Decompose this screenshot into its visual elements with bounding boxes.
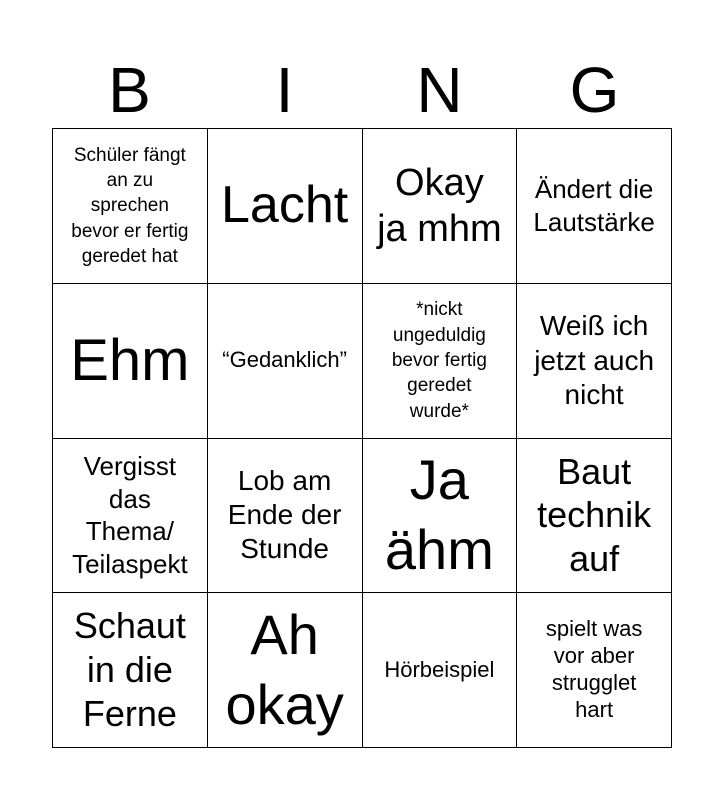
bingo-cell[interactable] — [208, 129, 363, 284]
bingo-cell-text: Weiß ich jetzt auch nicht — [534, 310, 655, 410]
bingo-cell[interactable] — [208, 439, 363, 594]
bingo-cell-text: Hörbeispiel — [384, 656, 495, 682]
bingo-cell-text: Ah okay — [225, 603, 344, 737]
bingo-card-grid — [52, 128, 672, 748]
bingo-cell[interactable] — [363, 284, 518, 439]
bingo-cell[interactable] — [517, 593, 672, 748]
bingo-cell[interactable] — [53, 129, 208, 284]
bingo-cell-text: Ehm — [70, 327, 190, 393]
bingo-cell[interactable] — [363, 129, 518, 284]
bingo-cell[interactable] — [363, 439, 518, 594]
header-letter-b: B — [108, 54, 151, 126]
bingo-cell-text: Ändert die Lautstärke — [533, 174, 655, 237]
bingo-cell-text: Schüler fängt an zu sprechen bevor er fertig geredet hat — [71, 144, 189, 267]
bingo-cell-text: Lacht — [221, 176, 349, 235]
bingo-cell[interactable] — [517, 284, 672, 439]
bingo-cell-text: *nickt ungeduldig bevor fertig geredet wurde* — [391, 299, 487, 422]
bingo-cell-text: Baut technik auf — [537, 450, 652, 580]
bingo-cell-text: “Gedanklich” — [222, 347, 347, 373]
bingo-cell[interactable] — [363, 593, 518, 748]
bingo-cell[interactable] — [208, 593, 363, 748]
bingo-cell-text: Lob am Ende der Stunde — [227, 465, 342, 565]
bingo-cell[interactable] — [53, 593, 208, 748]
bingo-cell[interactable] — [208, 284, 363, 439]
bingo-cell-text: Schaut in die Ferne — [73, 605, 186, 735]
bingo-cell-text: Vergisst das Thema/ Teilaspekt — [72, 451, 188, 579]
bingo-cell-text: Okay ja mhm — [377, 161, 502, 250]
header-letter-i: I — [275, 54, 294, 126]
header-letter-g: G — [569, 54, 620, 126]
bingo-cell[interactable] — [53, 439, 208, 594]
bingo-header — [52, 52, 672, 128]
bingo-cell-text: Ja ähm — [384, 448, 494, 582]
bingo-cell-text: spielt was vor aber strugglet hart — [545, 616, 643, 722]
bingo-cell[interactable] — [517, 439, 672, 594]
bingo-cell[interactable] — [517, 129, 672, 284]
bingo-cell[interactable] — [53, 284, 208, 439]
header-letter-n: N — [416, 54, 463, 126]
